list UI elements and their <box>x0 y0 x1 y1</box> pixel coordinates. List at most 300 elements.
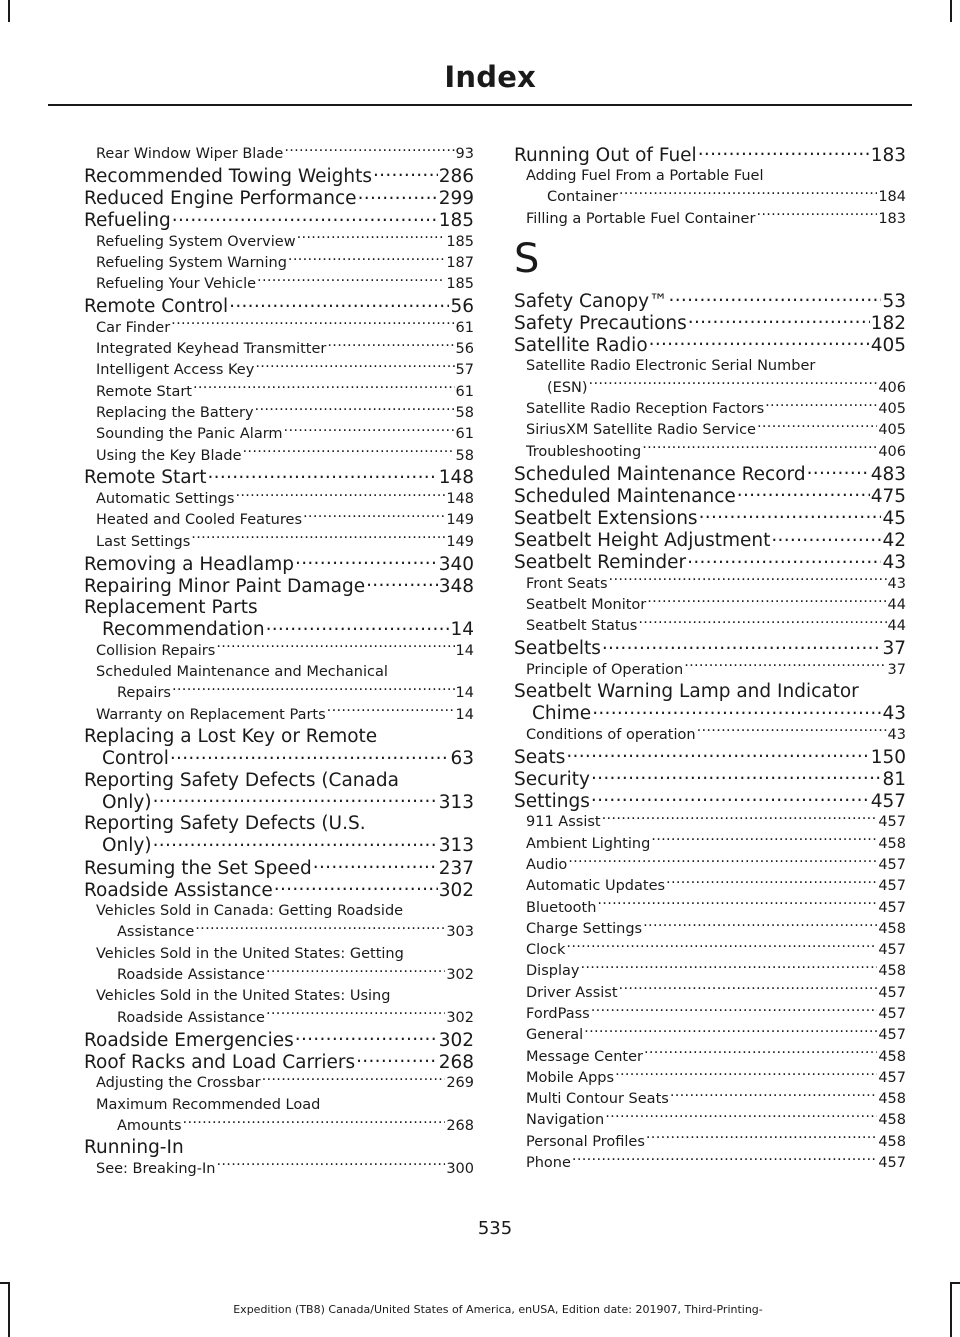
section-letter: S <box>514 236 540 283</box>
entry-text: Settings <box>514 790 590 812</box>
entry-text: Ambient Lighting <box>526 835 651 852</box>
index-subentry <box>514 983 906 1004</box>
entry-page-number: 457 <box>878 1006 906 1022</box>
dot-leader <box>235 490 445 503</box>
entry-text: Repairing Minor Paint Damage <box>84 575 366 597</box>
index-entry <box>84 619 474 641</box>
index-subentry <box>514 1110 906 1131</box>
dot-leader <box>591 790 870 807</box>
entry-page-number: 299 <box>438 188 474 210</box>
entry-text: Sounding the Panic Alarm <box>96 426 283 443</box>
entry-text: SiriusXM Satellite Radio Service <box>526 422 756 439</box>
dot-leader <box>373 165 438 182</box>
dot-leader <box>566 746 869 763</box>
entry-text: Refueling Your Vehicle <box>96 276 257 293</box>
index-subentry <box>514 1025 906 1046</box>
dot-leader <box>288 254 445 267</box>
index-subentry <box>514 961 906 982</box>
entry-page-number: 185 <box>438 210 474 232</box>
dot-leader <box>651 835 877 848</box>
entry-page-number: 458 <box>878 835 906 852</box>
entry-page-number: 475 <box>870 485 906 507</box>
entry-text: Integrated Keyhead Transmitter <box>96 341 327 358</box>
entry-text: Satellite Radio Electronic Serial Number <box>526 358 816 375</box>
index-entry <box>84 770 474 792</box>
index-entry <box>84 726 474 748</box>
index-subentry <box>514 356 906 377</box>
index-subentry <box>514 919 906 940</box>
index-subentry <box>84 532 474 553</box>
index-subentry <box>84 489 474 510</box>
dot-leader <box>172 684 455 697</box>
dot-leader <box>295 553 438 570</box>
entry-page-number: 58 <box>455 447 474 464</box>
index-subentry <box>514 834 906 855</box>
entry-text: 911 Assist <box>526 814 601 831</box>
entry-text: Display <box>526 963 580 980</box>
index-entry <box>84 1029 474 1051</box>
entry-page-number: 183 <box>870 144 906 166</box>
entry-text: Replacing the Battery <box>96 404 254 421</box>
entry-text: Refueling <box>84 210 171 232</box>
index-subentry <box>84 641 474 662</box>
entry-page-number: 61 <box>455 383 474 400</box>
index-subentry <box>514 166 906 187</box>
dot-leader <box>207 467 437 484</box>
dot-leader <box>274 879 438 896</box>
dot-leader <box>602 813 878 826</box>
dot-leader <box>284 425 455 438</box>
entry-text: Only) <box>102 791 152 813</box>
dot-leader <box>572 1154 877 1167</box>
index-subentry <box>514 420 906 441</box>
entry-text: Last Settings <box>96 533 191 550</box>
index-subentry <box>514 812 906 833</box>
entry-page-number: 340 <box>438 553 474 575</box>
dot-leader <box>591 768 881 785</box>
entry-text: Remote Start <box>96 383 192 400</box>
entry-text: Personal Profiles <box>526 1133 645 1150</box>
index-entry <box>84 575 474 597</box>
entry-page-number: 37 <box>882 638 906 660</box>
index-subentry <box>514 1047 906 1068</box>
index-subentry <box>514 378 906 399</box>
entry-text: Security <box>514 768 590 790</box>
index-subentry <box>84 1008 474 1029</box>
entry-text: Troubleshooting <box>526 443 642 460</box>
entry-page-number: 302 <box>438 879 474 901</box>
entry-page-number: 458 <box>878 1133 906 1150</box>
dot-leader <box>697 726 887 739</box>
index-entry <box>514 290 906 312</box>
index-subentry <box>514 725 906 746</box>
index-entry <box>514 790 906 812</box>
index-subentry <box>514 1153 906 1174</box>
index-entry <box>84 857 474 879</box>
dot-leader <box>303 511 445 524</box>
entry-text: Only) <box>102 835 152 857</box>
page-title: Index <box>444 60 536 94</box>
index-subentry <box>84 986 474 1007</box>
entry-page-number: 302 <box>446 1009 474 1026</box>
dot-leader <box>642 443 877 456</box>
entry-page-number: 457 <box>878 814 906 831</box>
entry-text: Vehicles Sold in Canada: Getting Roadside <box>96 903 404 920</box>
index-entry <box>84 165 474 187</box>
dot-leader <box>243 446 455 459</box>
entry-text: Recommended Towing Weights <box>84 165 372 187</box>
entry-text: Adding Fuel From a Portable Fuel <box>526 168 764 185</box>
entry-text: Roadside Emergencies <box>84 1029 294 1051</box>
dot-leader <box>580 962 877 975</box>
index-column-left <box>84 144 474 1180</box>
dot-leader <box>638 617 886 630</box>
dot-leader <box>568 856 877 869</box>
entry-page-number: 457 <box>878 856 906 873</box>
index-subentry <box>514 209 906 230</box>
entry-page-number: 182 <box>870 312 906 334</box>
entry-text: Heated and Cooled Features <box>96 512 302 529</box>
index-entry <box>84 813 474 835</box>
dot-leader <box>356 1051 438 1068</box>
dot-leader <box>171 319 454 332</box>
dot-leader <box>358 187 438 204</box>
entry-page-number: 457 <box>878 984 906 1001</box>
entry-text: Adjusting the Crossbar <box>96 1075 261 1092</box>
dot-leader <box>688 312 870 329</box>
index-subentry <box>84 922 474 943</box>
entry-text: Automatic Updates <box>526 878 666 895</box>
dot-leader <box>255 361 454 374</box>
entry-text: Reduced Engine Performance <box>84 188 357 210</box>
dot-leader <box>566 941 877 954</box>
entry-page-number: 43 <box>887 726 906 743</box>
dot-leader <box>313 857 438 874</box>
entry-page-number: 185 <box>446 276 474 293</box>
index-entry <box>514 485 906 507</box>
entry-text: Running Out of Fuel <box>514 144 697 166</box>
index-entry <box>514 768 906 790</box>
entry-text: Remote Start <box>84 467 207 489</box>
entry-text: Using the Key Blade <box>96 447 242 464</box>
index-entry <box>84 210 474 232</box>
entry-text: Rear Window Wiper Blade <box>96 146 284 162</box>
entry-page-number: 57 <box>455 362 474 379</box>
index-subentry <box>514 940 906 961</box>
entry-text: Seatbelt Warning Lamp and Indicator <box>514 680 859 702</box>
entry-page-number: 406 <box>878 379 906 396</box>
dot-leader <box>216 642 454 655</box>
index-subentry <box>514 1132 906 1153</box>
entry-page-number: 148 <box>438 467 474 489</box>
header-divider <box>48 104 912 106</box>
dot-leader <box>649 334 870 351</box>
entry-page-number: 405 <box>870 334 906 356</box>
entry-text: Running-In <box>84 1137 184 1159</box>
entry-text: Message Center <box>526 1048 643 1065</box>
entry-text: Safety Canopy™ <box>514 290 668 312</box>
entry-text: General <box>526 1027 584 1044</box>
index-subentry <box>84 403 474 424</box>
entry-page-number: 237 <box>438 857 474 879</box>
index-column-right <box>514 144 906 1174</box>
dot-leader <box>327 706 455 719</box>
entry-text: Maximum Recommended Load <box>96 1096 321 1113</box>
entry-text: Roof Racks and Load Carriers <box>84 1051 356 1073</box>
entry-page-number: 185 <box>446 233 474 250</box>
index-subentry <box>84 318 474 339</box>
dot-leader <box>172 210 438 227</box>
dot-leader <box>643 920 877 933</box>
entry-text: Reporting Safety Defects (U.S. <box>84 813 366 835</box>
entry-text: See: Breaking-In <box>96 1160 216 1177</box>
entry-page-number: 458 <box>878 1048 906 1065</box>
dot-leader <box>297 233 446 246</box>
entry-text: Resuming the Set Speed <box>84 857 312 879</box>
entry-page-number: 457 <box>878 942 906 959</box>
entry-page-number: 457 <box>870 790 906 812</box>
index-entry <box>84 835 474 857</box>
entry-text: Control <box>102 748 169 770</box>
index-subentry <box>84 446 474 467</box>
entry-text: Seats <box>514 746 566 768</box>
index-subentry <box>514 187 906 208</box>
dot-leader <box>257 275 445 288</box>
entry-text: Intelligent Access Key <box>96 362 255 379</box>
entry-text: Replacing a Lost Key or Remote <box>84 725 378 747</box>
index-subentry <box>514 898 906 919</box>
entry-page-number: 63 <box>450 748 474 770</box>
entry-page-number: 303 <box>446 924 474 941</box>
dot-leader <box>765 400 877 413</box>
index-subentry <box>84 683 474 704</box>
index-entry <box>514 334 906 356</box>
entry-text: Roadside Assistance <box>117 967 265 984</box>
entry-page-number: 42 <box>882 530 906 551</box>
dot-leader <box>615 1069 877 1082</box>
entry-text: FordPass <box>526 1006 590 1022</box>
edition-footer: Expedition (TB8) Canada/United States of America, enUSA, Edition date: 201907, Third-Printing- <box>233 1303 763 1316</box>
index-subentry <box>84 705 474 726</box>
index-entry <box>84 879 474 901</box>
entry-text: Conditions of operation <box>526 726 696 743</box>
entry-text: Charge Settings <box>526 920 643 937</box>
entry-text: Filling a Portable Fuel Container <box>526 210 756 227</box>
entry-page-number: 44 <box>887 596 906 613</box>
entry-text: Assistance <box>117 924 195 941</box>
index-subentry <box>84 360 474 381</box>
entry-page-number: 300 <box>446 1160 474 1177</box>
entry-text: Scheduled Maintenance and Mechanical <box>96 664 388 681</box>
dot-leader <box>366 575 438 592</box>
entry-text: Seatbelts <box>514 638 601 660</box>
entry-text: Scheduled Maintenance Record <box>514 463 806 485</box>
index-subentry <box>514 855 906 876</box>
entry-text: Seatbelt Extensions <box>514 507 698 529</box>
index-entry <box>84 1137 474 1159</box>
entry-text: Chime <box>532 703 592 725</box>
dot-leader <box>670 1090 878 1103</box>
index-subentry <box>514 399 906 420</box>
index-entry <box>84 747 474 769</box>
dot-leader <box>807 463 870 480</box>
entry-text: Principle of Operation <box>526 661 684 678</box>
crop-mark-top-left <box>8 0 10 22</box>
dot-leader <box>669 290 882 307</box>
entry-page-number: 286 <box>438 165 474 187</box>
entry-page-number: 61 <box>455 426 474 443</box>
crop-mark-bottom-left-h <box>0 1282 10 1284</box>
entry-page-number: 458 <box>878 963 906 980</box>
index-subentry <box>84 1095 474 1116</box>
entry-text: Phone <box>526 1155 571 1172</box>
entry-page-number: 457 <box>878 899 906 916</box>
index-subentry <box>84 510 474 531</box>
dot-leader <box>605 1111 877 1124</box>
index-subentry <box>84 1073 474 1094</box>
dot-leader <box>602 638 882 655</box>
entry-text: Mobile Apps <box>526 1069 615 1086</box>
entry-page-number: 81 <box>882 768 906 790</box>
entry-text: Seatbelt Reminder <box>514 552 687 574</box>
entry-text: Seatbelt Monitor <box>526 596 647 613</box>
entry-text: Refueling System Overview <box>96 233 296 250</box>
index-entry <box>514 638 906 660</box>
entry-page-number: 302 <box>446 967 474 984</box>
entry-text: Satellite Radio Reception Factors <box>526 401 765 418</box>
index-subentry <box>514 595 906 616</box>
dot-leader <box>584 1026 877 1039</box>
entry-page-number: 43 <box>882 552 906 574</box>
index-subentry <box>514 876 906 897</box>
entry-page-number: 56 <box>455 341 474 358</box>
dot-leader <box>757 421 877 434</box>
entry-page-number: 458 <box>878 1091 906 1108</box>
entry-page-number: 148 <box>446 490 474 507</box>
entry-page-number: 150 <box>870 746 906 768</box>
entry-page-number: 37 <box>887 661 906 678</box>
entry-page-number: 458 <box>878 1112 906 1129</box>
entry-text: Container <box>547 189 618 206</box>
index-entry <box>84 1051 474 1073</box>
dot-leader <box>698 144 870 161</box>
dot-leader <box>327 340 454 353</box>
entry-text: Clock <box>526 942 566 959</box>
entry-text: Replacement Parts <box>84 597 258 619</box>
dot-leader <box>592 702 881 719</box>
index-entry <box>84 187 474 209</box>
index-entry <box>84 791 474 813</box>
dot-leader <box>597 898 877 911</box>
entry-page-number: 184 <box>878 189 906 206</box>
dot-leader <box>619 188 877 201</box>
dot-leader <box>193 383 455 396</box>
entry-text: Recommendation <box>102 619 265 641</box>
entry-text: Satellite Radio <box>514 334 648 356</box>
entry-text: Vehicles Sold in the United States: Using <box>96 988 391 1005</box>
index-entry <box>514 552 906 574</box>
dot-leader <box>183 1117 446 1130</box>
entry-text: Collision Repairs <box>96 642 216 659</box>
index-entry <box>514 702 906 724</box>
entry-text: Warranty on Replacement Parts <box>96 706 326 723</box>
dot-leader <box>737 485 870 502</box>
entry-page-number: 457 <box>878 878 906 895</box>
dot-leader <box>644 1048 877 1061</box>
entry-page-number: 457 <box>878 1027 906 1044</box>
entry-page-number: 14 <box>450 619 474 641</box>
dot-leader <box>262 1074 446 1087</box>
entry-text: Reporting Safety Defects (Canada <box>84 769 399 791</box>
entry-page-number: 183 <box>878 210 906 227</box>
index-entry <box>514 463 906 485</box>
entry-text: Driver Assist <box>526 984 618 1001</box>
index-subentry <box>84 424 474 445</box>
index-entry <box>514 312 906 334</box>
entry-text: Front Seats <box>526 575 608 592</box>
index-entry <box>84 597 474 619</box>
entry-page-number: 268 <box>438 1051 474 1073</box>
entry-page-number: 269 <box>446 1075 474 1092</box>
page-number: 535 <box>477 1218 513 1239</box>
dot-leader <box>216 1160 445 1173</box>
entry-text: Roadside Assistance <box>117 1009 265 1026</box>
index-subentry <box>84 1116 474 1137</box>
dot-leader <box>756 210 877 223</box>
index-subentry <box>84 339 474 360</box>
dot-leader <box>684 661 886 674</box>
index-subentry <box>514 616 906 637</box>
entry-text: Safety Precautions <box>514 312 687 334</box>
dot-leader <box>609 575 887 588</box>
dot-leader <box>153 791 438 808</box>
dot-leader <box>266 966 445 979</box>
entry-page-number: 58 <box>455 404 474 421</box>
index-subentry <box>84 144 474 165</box>
entry-page-number: 43 <box>887 575 906 592</box>
dot-leader <box>266 619 450 636</box>
index-subentry <box>84 253 474 274</box>
index-subentry <box>84 901 474 922</box>
entry-page-number: 45 <box>882 507 906 529</box>
dot-leader <box>771 529 881 546</box>
entry-text: Automatic Settings <box>96 490 235 507</box>
entry-text: Car Finder <box>96 319 171 336</box>
dot-leader <box>229 296 449 313</box>
index-subentry <box>84 232 474 253</box>
entry-text: Scheduled Maintenance <box>514 485 736 507</box>
index-entry <box>84 553 474 575</box>
index-entry <box>84 296 474 318</box>
entry-text: Refueling System Warning <box>96 255 287 272</box>
entry-text: Roadside Assistance <box>84 879 273 901</box>
entry-page-number: 313 <box>438 835 474 857</box>
entry-text: Remote Control <box>84 296 229 318</box>
entry-text: Repairs <box>117 685 171 702</box>
index-subentry <box>514 660 906 681</box>
entry-text: Seatbelt Status <box>526 618 638 635</box>
entry-page-number: 43 <box>882 703 906 725</box>
dot-leader <box>284 145 454 158</box>
entry-page-number: 187 <box>446 255 474 272</box>
entry-page-number: 268 <box>446 1117 474 1134</box>
entry-page-number: 44 <box>887 618 906 635</box>
entry-text: Navigation <box>526 1112 605 1129</box>
dot-leader <box>591 1005 878 1018</box>
entry-page-number: 302 <box>438 1029 474 1051</box>
index-subentry <box>514 442 906 463</box>
dot-leader <box>589 379 878 392</box>
